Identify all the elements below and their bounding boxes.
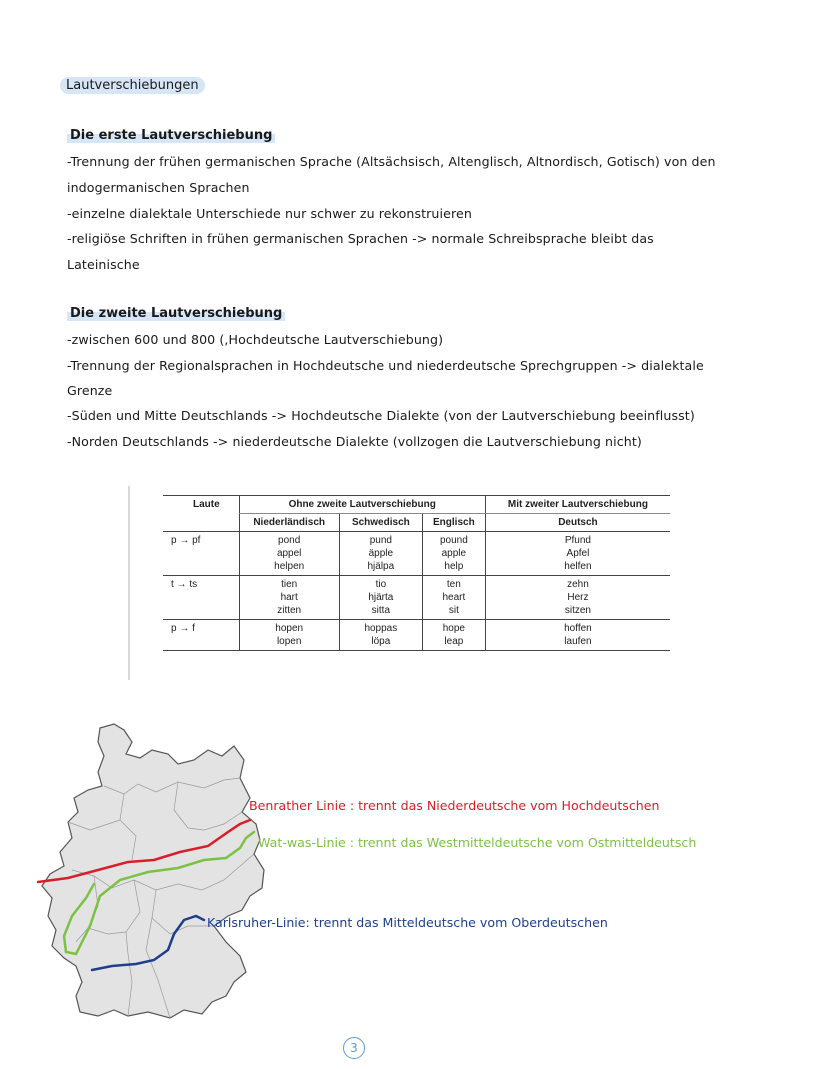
cell-nl: hopen lopen: [239, 620, 339, 651]
page-number: 3: [343, 1037, 365, 1059]
table-row: [163, 576, 670, 620]
cell-de: hoffen laufen: [485, 620, 670, 651]
header-mit: Mit zweiter Lautverschiebung: [485, 496, 670, 514]
section1-line-2: indogermanischen Sprachen: [67, 180, 250, 195]
cell-en: ten heart sit: [422, 576, 485, 620]
section-heading-2-text: Die zweite Lautverschiebung: [67, 306, 285, 321]
section-heading-1: [67, 128, 275, 143]
cell-laut: p → f: [171, 623, 195, 634]
table-row: [163, 532, 670, 576]
header-deutsch: Deutsch: [485, 514, 670, 532]
cell-en: pound apple help: [422, 532, 485, 576]
section1-line-3: -einzelne dialektale Unterschiede nur schwer zu rekonstruieren: [67, 206, 472, 221]
page-title: [60, 77, 205, 94]
legend-benrather: [249, 798, 660, 813]
header-schwedisch: Schwedisch: [339, 514, 422, 532]
cell-de: zehn Herz sitzen: [485, 576, 670, 620]
section1-line-4: -religiöse Schriften in frühen germanischen Sprachen -> normale Schreibsprache bleibt das: [67, 231, 654, 246]
section-heading-1-text: Die erste Lautverschiebung: [67, 128, 275, 143]
cell-sv: pund äpple hjälpa: [339, 532, 422, 576]
section-heading-2: [67, 306, 285, 321]
cell-laut: t → ts: [171, 579, 198, 590]
header-englisch: Englisch: [422, 514, 485, 532]
cell-nl: pond appel helpen: [239, 532, 339, 576]
cell-de: Pfund Apfel helfen: [485, 532, 670, 576]
section2-line-1: -zwischen 600 und 800 (,Hochdeutsche Lautverschiebung): [67, 332, 444, 347]
section2-line-4: -Süden und Mitte Deutschlands -> Hochdeutsche Dialekte (von der Lautverschiebung beeinflusst): [67, 408, 695, 423]
sound-shift-table: [163, 495, 670, 651]
legend-karlsruher: [207, 915, 608, 930]
header-laute: Laute: [163, 496, 239, 532]
cell-sv: tio hjärta sitta: [339, 576, 422, 620]
page-title-text: Lautverschiebungen: [60, 77, 205, 94]
legend-wat-was-text: Wat-was-Linie : trennt das Westmitteldeutsche vom Ostmitteldeutsch: [258, 835, 697, 850]
legend-benrather-text: Benrather Linie : trennt das Niederdeutsche vom Hochdeutschen: [249, 798, 660, 813]
section1-line-5: Lateinische: [67, 257, 140, 272]
header-niederlaendisch: Niederländisch: [239, 514, 339, 532]
header-ohne: Ohne zweite Lautverschiebung: [239, 496, 485, 514]
germany-dialect-map: [28, 720, 278, 1032]
section2-line-3: Grenze: [67, 383, 113, 398]
section2-line-5: -Norden Deutschlands -> niederdeutsche Dialekte (vollzogen die Lautverschiebung nicht): [67, 434, 642, 449]
cell-laut: p → pf: [171, 535, 201, 546]
cell-en: hope leap: [422, 620, 485, 651]
cell-sv: hoppas löpa: [339, 620, 422, 651]
table-row: [163, 620, 670, 651]
section1-line-1: -Trennung der frühen germanischen Sprache (Altsächsisch, Altenglisch, Altnordisch, Gotisch) von den: [67, 154, 716, 169]
table-scan-edge: [128, 486, 130, 680]
section2-line-2: -Trennung der Regionalsprachen in Hochdeutsche und niederdeutsche Sprechgruppen -> dialektale: [67, 358, 704, 373]
cell-nl: tien hart zitten: [239, 576, 339, 620]
legend-wat-was: [258, 835, 696, 850]
legend-karlsruher-text: Karlsruher-Linie: trennt das Mitteldeutsche vom Oberdeutschen: [207, 915, 608, 930]
